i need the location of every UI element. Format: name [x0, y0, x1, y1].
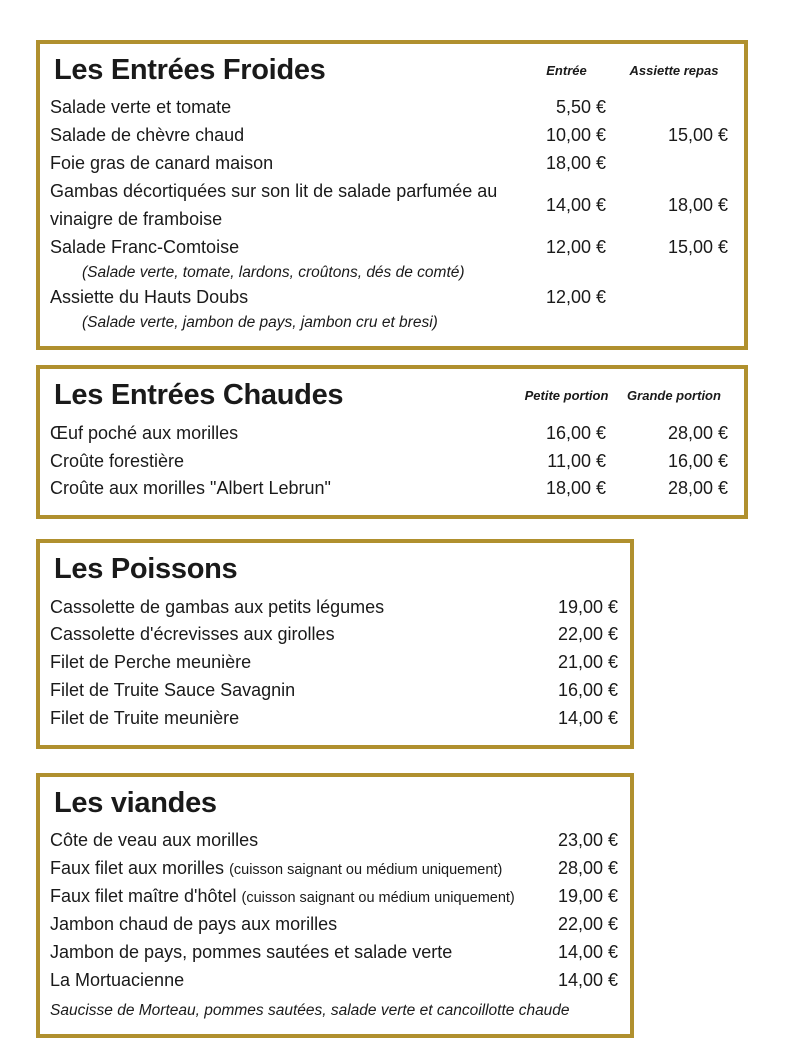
section-header — [50, 551, 620, 587]
item-price: 14,00 € — [557, 941, 618, 962]
item-price-entree: 12,00 € — [545, 236, 606, 257]
item-price-entree: 18,00 € — [545, 153, 606, 174]
menu-item-row — [50, 150, 734, 178]
item-name: Faux filet aux morilles (cuisson saignant ou médium uniquement) — [50, 858, 503, 879]
item-name: Jambon de pays, pommes sautées et salade verte — [50, 941, 453, 962]
item-price-assiette: 15,00 € — [667, 236, 728, 257]
item-price: 19,00 € — [557, 886, 618, 907]
item-price: 19,00 € — [557, 596, 618, 617]
item-description: (Salade verte, jambon de pays, jambon cru et bresi) — [82, 313, 438, 331]
item-price: 16,00 € — [557, 680, 618, 701]
menu-item-row — [50, 621, 620, 649]
item-price: 14,00 € — [557, 969, 618, 990]
menu-item-row — [50, 649, 620, 677]
menu-item-row — [50, 705, 620, 733]
item-name: Assiette du Hauts Doubs — [50, 287, 249, 308]
item-price-entree: 10,00 € — [545, 125, 606, 146]
item-name: Gambas décortiquées sur son lit de salade parfumée au vinaigre de framboise — [50, 180, 498, 229]
item-name: Œuf poché aux morilles — [50, 422, 239, 443]
menu-item-row — [50, 677, 620, 705]
item-description: Saucisse de Morteau, pommes sautées, salade verte et cancoillotte chaude — [50, 1001, 570, 1019]
item-price-grande: 28,00 € — [667, 478, 728, 499]
item-price: 22,00 € — [557, 913, 618, 934]
item-name: Cassolette d'écrevisses aux girolles — [50, 624, 335, 645]
section-header — [50, 785, 620, 821]
menu-item-row — [50, 475, 734, 503]
item-price-grande: 16,00 € — [667, 450, 728, 471]
item-name: Croûte aux morilles "Albert Lebrun" — [50, 478, 331, 499]
section-title: Les Poissons — [54, 553, 238, 586]
item-price: 22,00 € — [557, 624, 618, 645]
item-name: Salade de chèvre chaud — [50, 125, 245, 146]
menu-item-row — [50, 855, 620, 883]
menu-item-row — [50, 420, 734, 448]
item-price: 28,00 € — [557, 858, 618, 879]
item-name: Jambon chaud de pays aux morilles — [50, 913, 338, 934]
item-price-petite: 11,00 € — [547, 450, 606, 471]
item-name: Côte de veau aux morilles — [50, 830, 259, 851]
item-price-entree: 12,00 € — [545, 287, 606, 308]
column-header-grande-portion: Grande portion — [627, 388, 721, 404]
item-name: Cassolette de gambas aux petits légumes — [50, 596, 385, 617]
item-price: 23,00 € — [557, 830, 618, 851]
menu-item-row — [50, 94, 734, 122]
item-price: 14,00 € — [557, 708, 618, 729]
section-header — [50, 377, 734, 413]
item-name: Faux filet maître d'hôtel (cuisson saignant ou médium uniquement) — [50, 886, 515, 907]
item-cooking-note: (cuisson saignant ou médium uniquement) — [241, 890, 515, 907]
section-entrees-chaudes — [36, 365, 748, 519]
item-name: Salade Franc-Comtoise — [50, 236, 240, 257]
section-poissons — [36, 539, 634, 749]
item-price-petite: 18,00 € — [545, 478, 606, 499]
section-title: Les Entrées Chaudes — [54, 379, 344, 412]
item-name: Foie gras de canard maison — [50, 153, 274, 174]
menu-item-row — [50, 594, 620, 622]
item-price: 21,00 € — [557, 652, 618, 673]
item-name: La Mortuacienne — [50, 969, 185, 990]
item-price-petite: 16,00 € — [545, 422, 606, 443]
column-header-petite-portion: Petite portion — [524, 388, 609, 404]
menu-item-row — [50, 234, 734, 262]
item-price-entree: 5,50 € — [555, 97, 606, 118]
item-cooking-note: (cuisson saignant ou médium uniquement) — [229, 862, 503, 879]
item-name: Filet de Perche meunière — [50, 652, 252, 673]
section-title: Les Entrées Froides — [54, 54, 326, 86]
item-name: Salade verte et tomate — [50, 97, 232, 118]
menu-item-row — [50, 883, 620, 911]
section-header — [50, 52, 734, 88]
column-header-entree: Entrée — [546, 62, 587, 78]
item-name: Filet de Truite meunière — [50, 708, 240, 729]
menu-item-row — [50, 967, 620, 995]
section-viandes — [36, 773, 634, 1038]
item-price-assiette: 18,00 € — [667, 194, 728, 215]
menu-item-row — [50, 911, 620, 939]
menu-item-row — [50, 284, 734, 312]
item-name: Croûte forestière — [50, 450, 185, 471]
menu-item-row — [50, 827, 620, 855]
menu-item-row — [50, 939, 620, 967]
menu-item-row — [50, 448, 734, 476]
section-entrees-froides — [36, 40, 748, 350]
item-price-entree: 14,00 € — [545, 194, 606, 215]
item-price-assiette: 15,00 € — [667, 125, 728, 146]
item-price-grande: 28,00 € — [667, 422, 728, 443]
column-header-assiette-repas: Assiette repas — [629, 62, 719, 78]
item-description: (Salade verte, tomate, lardons, croûtons, dés de comté) — [82, 263, 465, 281]
section-title: Les viandes — [54, 787, 217, 820]
menu-item-row — [50, 178, 734, 234]
item-name: Filet de Truite Sauce Savagnin — [50, 680, 296, 701]
menu-item-row — [50, 122, 734, 150]
